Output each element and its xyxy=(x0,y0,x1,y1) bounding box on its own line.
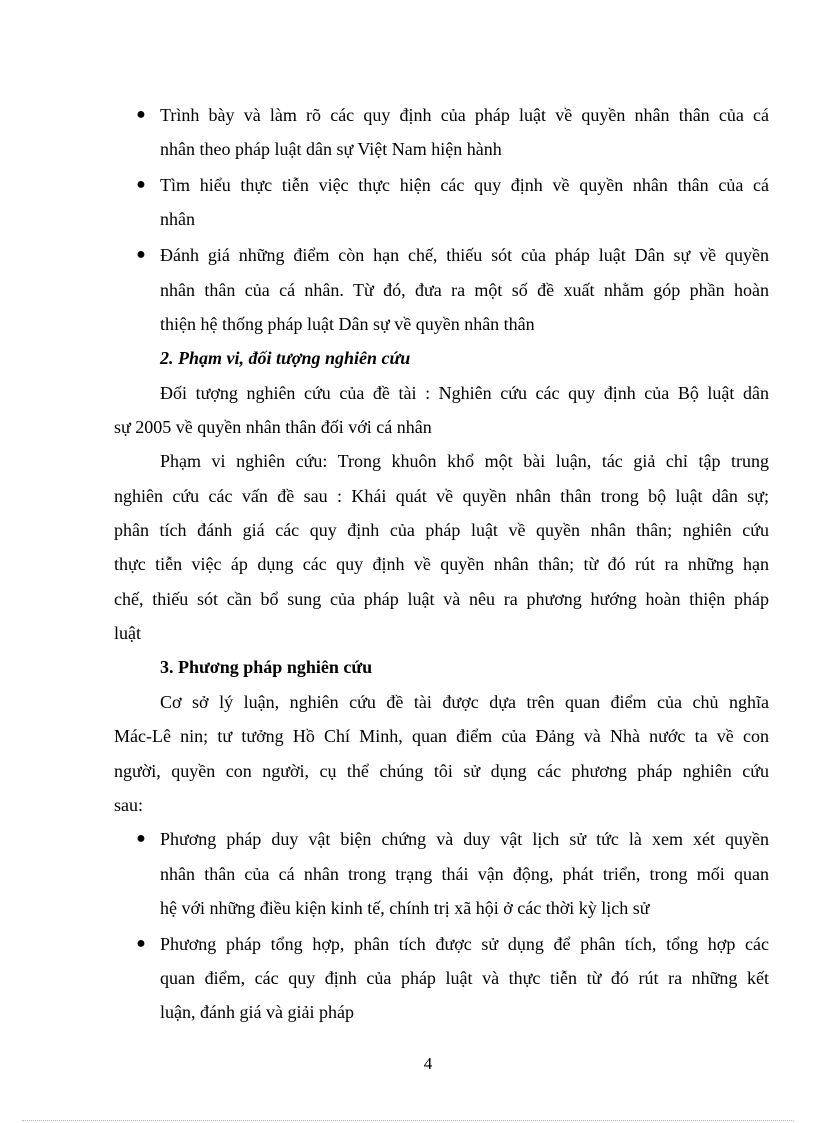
objective-line: Tìm hiểu thực tiễn việc thực hiện các quy định về quyền nhân thân của cá xyxy=(160,175,769,195)
bullet-icon: ● xyxy=(136,935,146,952)
objective-line: thiện hệ thống pháp luật Dân sự về quyền nhân thân xyxy=(160,314,535,334)
method-line: luận, đánh giá và giải pháp xyxy=(160,1002,354,1022)
paragraph-line: sự 2005 về quyền nhân thân đối với cá nhân xyxy=(114,417,432,437)
paragraph-line: Phạm vi nghiên cứu: Trong khuôn khổ một bài luận, tác giả chỉ tập trung xyxy=(160,451,769,471)
paragraph-line: Cơ sở lý luận, nghiên cứu đề tài được dựa trên quan điểm của chủ nghĩa xyxy=(160,692,769,712)
objective-line: Trình bày và làm rõ các quy định của pháp luật về quyền nhân thân của cá xyxy=(160,105,769,125)
objective-line: nhân theo pháp luật dân sự Việt Nam hiện hành xyxy=(160,139,502,159)
page-number: 4 xyxy=(423,1054,433,1073)
section-3-heading: 3. Phương pháp nghiên cứu xyxy=(160,657,373,677)
method-line: nhân thân của cá nhân trong trạng thái vận động, phát triển, trong mối quan xyxy=(160,864,769,884)
bullet-icon: ● xyxy=(136,106,146,123)
paragraph-line: phân tích đánh giá các quy định của pháp luật về quyền nhân thân; nghiên cứu xyxy=(114,520,769,540)
paragraph-line: thực tiễn việc áp dụng các quy định về quyền nhân thân; từ đó rút ra những hạn xyxy=(114,554,769,574)
paragraph-line: chế, thiếu sót cần bổ sung của pháp luật và nêu ra phương hướng hoàn thiện pháp xyxy=(114,589,769,609)
section-2-heading: 2. Phạm vi, đối tượng nghiên cứu xyxy=(160,348,411,368)
method-line: hệ với những điều kiện kinh tế, chính trị xã hội ở các thời kỳ lịch sử xyxy=(160,898,650,918)
paragraph-line: người, quyền con người, cụ thể chúng tôi sử dụng các phương pháp nghiên cứu xyxy=(114,761,769,781)
method-line: Phương pháp tổng hợp, phân tích được sử dụng để phân tích, tổng hợp các xyxy=(160,934,769,954)
bullet-icon: ● xyxy=(136,176,146,193)
method-line: Phương pháp duy vật biện chứng và duy vật lịch sử tức là xem xét quyền xyxy=(160,829,769,849)
bullet-icon: ● xyxy=(136,830,146,847)
objective-line: nhân thân của cá nhân. Từ đó, đưa ra một số đề xuất nhằm góp phần hoàn xyxy=(160,280,769,300)
paragraph-line: sau: xyxy=(114,795,143,815)
method-line: quan điểm, các quy định của pháp luật và thực tiễn từ đó rút ra những kết xyxy=(160,968,769,988)
paragraph-line: nghiên cứu các vấn đề sau : Khái quát về quyền nhân thân trong bộ luật dân sự; xyxy=(114,486,769,506)
footer-divider xyxy=(22,1120,794,1121)
objective-line: Đánh giá những điểm còn hạn chế, thiếu sót của pháp luật Dân sự về quyền xyxy=(160,245,769,265)
bullet-icon: ● xyxy=(136,246,146,263)
paragraph-line: Mác-Lê nin; tư tưởng Hồ Chí Minh, quan điểm của Đảng và Nhà nước ta về con xyxy=(114,726,769,746)
paragraph-line: luật xyxy=(114,623,141,643)
paragraph-line: Đối tượng nghiên cứu của đề tài : Nghiên cứu các quy định của Bộ luật dân xyxy=(160,383,769,403)
objective-line: nhân xyxy=(160,209,195,229)
